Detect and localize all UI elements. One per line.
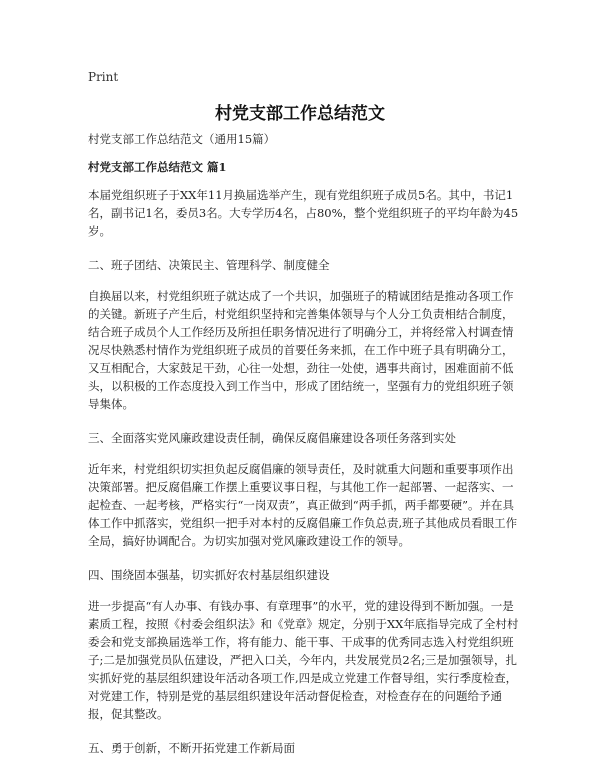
document-subtitle: 村党支部工作总结范文（通用15篇）: [88, 132, 276, 146]
paragraph-section-3: 近年来，村党组织切实担负起反腐倡廉的领导责任，及时就重大问题和重要事项作出决策部署。把反腐倡廉工作摆上重要议事日程，与其他工作一起部署、一起落实、一起检查、一起考核，严格实行“一岗双责”，真正做到“两手抓，两手都要硬”。并在具体工作中抓落实，党组织一把手对本村的反腐倡廉工作负总责,班子其他成员看眼工作全局，搞好协调配合。为切实加强对党风廉政建设工作的领导。: [88, 462, 518, 548]
section-heading-2: 二、班子团结、决策民主、管理科学、制度健全: [88, 258, 330, 272]
article-heading: 村党支部工作总结范文 篇1: [88, 160, 227, 174]
section-heading-4: 四、围绕固本强基，切实抓好农村基层组织建设: [88, 568, 330, 582]
paragraph-section-4: 进一步提高“有人办事、有钱办事、有章理事”的水平，党的建设得到不断加强。一是素质工程，按照《村委会组织法》和《党章》规定，分别于XX年底指导完成了全村村委会和党支部换届选举工作，将有能力、能干事、干成事的优秀同志选入村党组织班子;二是加强党员队伍建设，严把入口关，今年内，共发展党员2名;三是加强领导，扎实抓好党的基层组织建设年活动各项工作,四是成立党建工作督导组，实行季度检查，对党建工作，特别是党的基层组织建设年活动督促检查，对检查存在的问题给予通报，促其整改。: [88, 599, 519, 721]
paragraph-intro: 本届党组织班子于XX年11月换届选举产生，现有党组织班子成员5名。其中，书记1名，副书记1名，委员3名。大专学历4名，占80%，整个党组织班子的平均年龄为45岁。: [88, 188, 519, 238]
section-heading-3: 三、全面落实党风廉政建设责任制，确保反腐倡廉建设各项任务落到实处: [88, 431, 456, 445]
paragraph-section-2: 自换届以来，村党组织班子就达成了一个共识，加强班子的精诚团结是推动各项工作的关键。新班子产生后，村党组织坚持和完善集体领导与个人分工负责相结合制度，结合班子成员个人工作经历及所担任职务情况进行了明确分工，并将经常入村调查情况尽快熟悉村情作为党组织班子成员的首要任务来抓，在工作中班子具有明确分工，又互相配合，大家鼓足干劲，心往一处想，劲往一处使，遇事共商讨，困难面前不低头，以积极的工作态度投入到工作当中，形成了团结统一，坚强有力的党组织班子领导集体。: [88, 289, 514, 411]
print-label[interactable]: Print: [88, 70, 119, 84]
section-heading-5: 五、勇于创新，不断开拓党建工作新局面: [88, 741, 295, 755]
document-body: [88, 130, 520, 770]
document-title: 村党支部工作总结范文: [215, 104, 385, 124]
